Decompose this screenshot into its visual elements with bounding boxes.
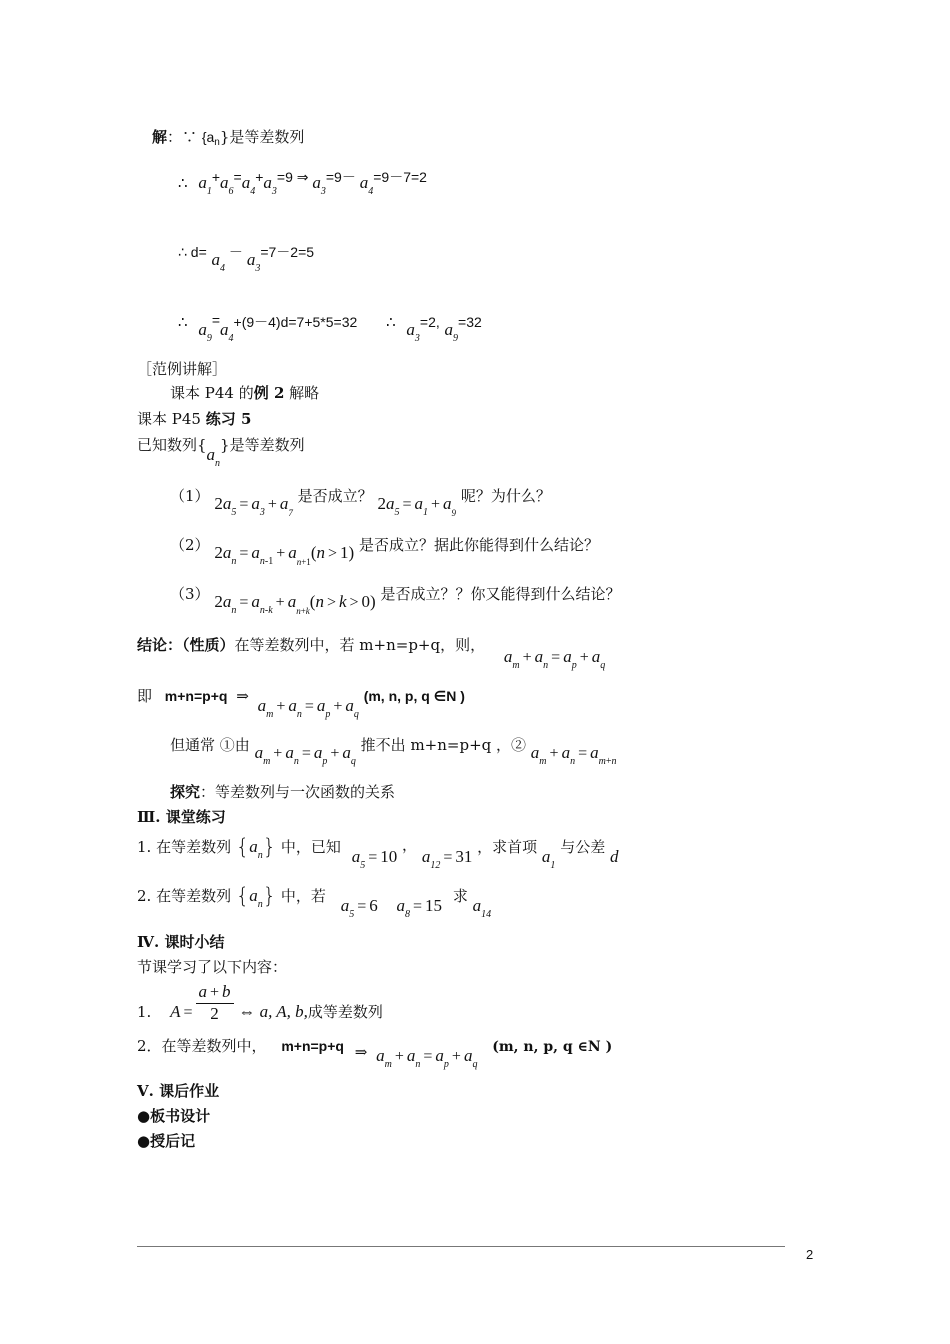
- page-number: 2: [806, 1247, 814, 1262]
- explore-line: 探究：等差数列与一次函数的关系: [170, 783, 396, 801]
- question-1: （1） $2a_5 = a_3 + a_7$ 是否成立？ $2a_5 = a_1 + a_9$ 呢？为什么？: [170, 487, 551, 518]
- solution-line-2: ∴ $d= a_4 - a_3=7-2=5$: [178, 244, 315, 274]
- question-3: （3） $2a_n = a_{n-k} + a_{n+k}(n > k > 0)$ 是否成立？？你又能得到什么结论？: [170, 585, 621, 616]
- summary-item-1: 1. A = $\frac{a + b}{2}$ ⇔ a, A, b,成等差数列: [137, 982, 383, 1023]
- summary-intro: 节课学习了以下内容：: [137, 958, 288, 976]
- book-p44-line: 课本 P44 的例 2 解略: [170, 384, 320, 402]
- solution-label: 解: [152, 128, 168, 146]
- book-p45-line: 课本 P45 练习 5: [137, 410, 252, 428]
- summary-item-2: 2．在等差数列中， m+n=p+q ⇒ $a_m + a_n = a_p + a_q$ (m, n, p, q ∈N ): [137, 1037, 613, 1070]
- question-2: （2） $2a_n = a_{n-1} + a_{n+1}(n > 1)$ 是否成立？据此你能得到什么结论？: [170, 536, 599, 567]
- exercise-1: 1. 在等差数列 $\{a_n\}$ 中，已知 $a_5 = 10$ ， $a_{12} = 31$ ，求首项 $a_1$ 与公差 d: [137, 835, 619, 871]
- solution-line: 解：∵ $\{a_n\}$是等差数列: [152, 128, 305, 148]
- solution-line-1: ∴ $a_1+a_6=a_4+a_3=9$ ⇒ $a_3=9- a_4=9-7=2$: [178, 169, 427, 197]
- solution-line-3: ∴ $a_9=a_4+(9-4)d=7+5*5=32$ ∴ $a_3=2$, $a_9=32$: [178, 312, 482, 344]
- board-design: ●板书设计: [137, 1107, 211, 1125]
- exercise-heading: Ⅲ. 课堂练习: [137, 808, 226, 826]
- exercise-2: 2. 在等差数列 $\{a_n\}$ 中，若 $a_5 = 6$ $a_8 = 15$ 求 $a_{14}$: [137, 884, 492, 920]
- after-class-notes: ●授后记: [137, 1132, 196, 1150]
- conclusion-line: 结论：（性质）在等差数列中，若 m+n=p+q，则， $a_m + a_n = a_p + a_q$: [137, 636, 606, 671]
- ji-line: 即 m+n=p+q ⇒ $a_m + a_n = a_p + a_q$ (m, n, p, q ∈N ): [137, 687, 465, 720]
- homework-heading: Ⅴ. 课后作业: [137, 1082, 220, 1100]
- footer-rule: [137, 1246, 785, 1247]
- note-line: 但通常 ①由 $a_m + a_n = a_p + a_q$ 推不出 m+n=p+q ，② $a_m + a_n = a_{m+n}$: [170, 736, 617, 767]
- known-sequence-line: 已知数列$\{a_n\}$是等差数列: [137, 436, 305, 469]
- summary-heading: Ⅳ. 课时小结: [137, 933, 225, 951]
- example-heading: ［范例讲解］: [137, 360, 228, 378]
